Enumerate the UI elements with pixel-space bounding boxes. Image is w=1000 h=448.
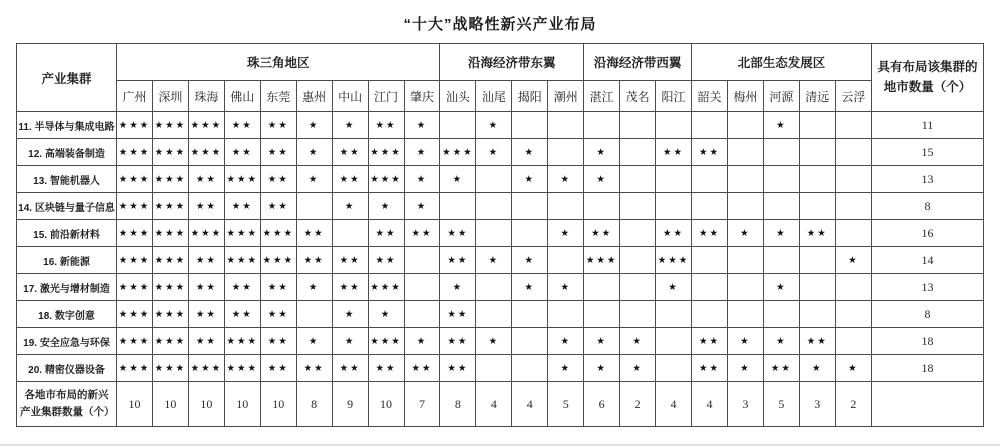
star-cell <box>763 193 799 220</box>
star-cell <box>512 355 548 382</box>
star-cell: ★★★ <box>584 247 620 274</box>
star-cell: ★★ <box>224 139 260 166</box>
footer-count: 10 <box>224 382 260 427</box>
star-cell: ★★ <box>188 301 224 328</box>
star-cell: ★ <box>368 301 404 328</box>
star-cell: ★★ <box>440 220 476 247</box>
star-cell <box>476 274 512 301</box>
row-label: 12. 高端装备制造 <box>17 139 117 166</box>
star-cell <box>799 247 835 274</box>
star-cell: ★★★ <box>152 193 188 220</box>
star-cell: ★★ <box>332 274 368 301</box>
star-cell: ★★ <box>584 220 620 247</box>
star-cell: ★★ <box>260 328 296 355</box>
star-cell: ★★ <box>224 112 260 139</box>
star-cell <box>799 166 835 193</box>
star-cell: ★★ <box>260 193 296 220</box>
star-cell: ★★ <box>692 328 728 355</box>
star-cell: ★ <box>548 328 584 355</box>
star-cell <box>835 220 871 247</box>
star-cell: ★★ <box>368 247 404 274</box>
star-cell: ★★ <box>224 193 260 220</box>
corner-header: 产业集群 <box>17 44 117 112</box>
star-cell <box>512 112 548 139</box>
header-row-regions <box>17 44 984 81</box>
star-cell: ★ <box>332 193 368 220</box>
star-cell: ★ <box>835 247 871 274</box>
star-cell: ★★ <box>404 220 440 247</box>
star-cell: ★★ <box>440 355 476 382</box>
star-cell: ★★★ <box>117 139 153 166</box>
star-cell: ★★ <box>188 328 224 355</box>
star-cell: ★ <box>727 328 763 355</box>
star-cell: ★ <box>727 355 763 382</box>
table-row <box>17 247 984 274</box>
star-cell: ★★ <box>692 220 728 247</box>
row-label: 18. 数字创意 <box>17 301 117 328</box>
count-column-header: 具有布局该集群的地市数量（个） <box>872 44 984 112</box>
table-row <box>17 274 984 301</box>
star-cell <box>656 328 692 355</box>
star-cell: ★★ <box>332 247 368 274</box>
star-cell: ★★ <box>260 139 296 166</box>
star-cell <box>799 301 835 328</box>
footer-count: 8 <box>296 382 332 427</box>
star-cell: ★★ <box>188 274 224 301</box>
footer-row <box>17 382 984 427</box>
star-cell: ★ <box>512 166 548 193</box>
star-cell <box>404 247 440 274</box>
star-cell <box>584 112 620 139</box>
footer-count: 9 <box>332 382 368 427</box>
city-header: 肇庆 <box>404 81 440 112</box>
star-cell: ★★★ <box>368 274 404 301</box>
star-cell <box>512 328 548 355</box>
star-cell: ★★★ <box>224 220 260 247</box>
row-count: 14 <box>872 247 984 274</box>
footer-label: 各地市布局的新兴产业集群数量（个） <box>17 382 117 427</box>
star-cell: ★★ <box>260 355 296 382</box>
star-cell <box>512 301 548 328</box>
row-count: 13 <box>872 166 984 193</box>
star-cell: ★ <box>476 328 512 355</box>
star-cell: ★ <box>548 355 584 382</box>
star-cell <box>584 301 620 328</box>
star-cell <box>727 274 763 301</box>
star-cell: ★★ <box>656 220 692 247</box>
star-cell: ★ <box>763 328 799 355</box>
table-row <box>17 139 984 166</box>
page-title: “十大”战略性新兴产业布局 <box>403 16 597 33</box>
star-cell: ★★★ <box>368 328 404 355</box>
star-cell <box>763 139 799 166</box>
star-cell <box>584 193 620 220</box>
star-cell: ★ <box>296 112 332 139</box>
star-cell: ★ <box>476 139 512 166</box>
footer-count: 10 <box>260 382 296 427</box>
star-cell: ★ <box>404 112 440 139</box>
star-cell: ★ <box>296 274 332 301</box>
star-cell <box>404 274 440 301</box>
star-cell: ★ <box>548 274 584 301</box>
footer-count: 6 <box>584 382 620 427</box>
star-cell: ★★ <box>404 355 440 382</box>
star-cell: ★★★ <box>117 328 153 355</box>
city-header: 汕头 <box>440 81 476 112</box>
star-cell: ★★ <box>224 301 260 328</box>
star-cell: ★★ <box>296 355 332 382</box>
star-cell: ★★ <box>440 247 476 274</box>
star-cell <box>620 193 656 220</box>
star-cell <box>727 139 763 166</box>
star-cell: ★★ <box>188 166 224 193</box>
star-cell: ★★ <box>368 220 404 247</box>
star-cell <box>692 166 728 193</box>
star-cell: ★ <box>763 220 799 247</box>
star-cell <box>620 301 656 328</box>
star-cell <box>692 193 728 220</box>
star-cell <box>476 193 512 220</box>
star-cell: ★★★ <box>117 193 153 220</box>
star-cell <box>584 274 620 301</box>
star-cell: ★★ <box>692 139 728 166</box>
star-cell: ★ <box>404 139 440 166</box>
star-cell: ★ <box>512 274 548 301</box>
footer-count: 4 <box>476 382 512 427</box>
footer-empty-cell <box>872 382 984 427</box>
city-header: 佛山 <box>224 81 260 112</box>
table-row <box>17 355 984 382</box>
star-cell: ★★★ <box>260 220 296 247</box>
star-cell: ★ <box>799 355 835 382</box>
star-cell: ★ <box>512 247 548 274</box>
star-cell <box>620 166 656 193</box>
header-row-cities <box>17 81 984 112</box>
star-cell: ★★★ <box>260 247 296 274</box>
star-cell: ★ <box>584 139 620 166</box>
star-cell <box>835 139 871 166</box>
star-cell: ★ <box>332 301 368 328</box>
table-row <box>17 220 984 247</box>
star-cell: ★★★ <box>117 112 153 139</box>
star-cell: ★★ <box>368 355 404 382</box>
star-cell: ★★ <box>656 139 692 166</box>
city-header: 茂名 <box>620 81 656 112</box>
footer-count: 2 <box>620 382 656 427</box>
row-count: 16 <box>872 220 984 247</box>
star-cell <box>835 112 871 139</box>
footer-count: 4 <box>656 382 692 427</box>
row-count: 18 <box>872 328 984 355</box>
city-header: 潮州 <box>548 81 584 112</box>
row-count: 8 <box>872 193 984 220</box>
row-count: 15 <box>872 139 984 166</box>
city-header: 揭阳 <box>512 81 548 112</box>
row-label: 14. 区块链与量子信息 <box>17 193 117 220</box>
star-cell <box>835 328 871 355</box>
star-cell <box>692 301 728 328</box>
star-cell: ★ <box>584 328 620 355</box>
star-cell <box>548 247 584 274</box>
star-cell: ★★ <box>332 355 368 382</box>
star-cell: ★★★ <box>117 274 153 301</box>
star-cell: ★ <box>296 166 332 193</box>
city-header: 珠海 <box>188 81 224 112</box>
star-cell: ★ <box>440 274 476 301</box>
star-cell <box>620 220 656 247</box>
footer-count: 4 <box>512 382 548 427</box>
star-cell: ★★★ <box>188 220 224 247</box>
star-cell: ★★ <box>440 301 476 328</box>
row-label: 15. 前沿新材料 <box>17 220 117 247</box>
star-cell: ★ <box>548 220 584 247</box>
star-cell <box>548 301 584 328</box>
star-cell <box>835 166 871 193</box>
footer-count: 10 <box>188 382 224 427</box>
city-header: 河源 <box>763 81 799 112</box>
star-cell: ★★★ <box>224 328 260 355</box>
city-header: 阳江 <box>656 81 692 112</box>
star-cell: ★★★ <box>117 355 153 382</box>
star-cell: ★ <box>620 328 656 355</box>
star-cell <box>799 193 835 220</box>
star-cell: ★★ <box>224 274 260 301</box>
star-cell: ★ <box>548 166 584 193</box>
city-header: 汕尾 <box>476 81 512 112</box>
star-cell: ★ <box>727 220 763 247</box>
star-cell: ★★★ <box>152 301 188 328</box>
star-cell <box>512 193 548 220</box>
star-cell <box>835 193 871 220</box>
footer-count: 2 <box>835 382 871 427</box>
star-cell: ★★ <box>260 301 296 328</box>
city-header: 江门 <box>368 81 404 112</box>
star-cell: ★★★ <box>224 247 260 274</box>
star-cell <box>620 247 656 274</box>
star-cell: ★★★ <box>440 139 476 166</box>
star-cell <box>799 112 835 139</box>
star-cell: ★★★ <box>152 328 188 355</box>
star-cell: ★ <box>404 193 440 220</box>
star-cell <box>656 301 692 328</box>
star-cell: ★★ <box>188 193 224 220</box>
row-label: 19. 安全应急与环保 <box>17 328 117 355</box>
page-bottom-divider <box>0 444 1000 446</box>
star-cell <box>620 139 656 166</box>
star-cell: ★★★ <box>152 355 188 382</box>
star-cell: ★★★ <box>152 112 188 139</box>
city-header: 深圳 <box>152 81 188 112</box>
star-cell <box>692 247 728 274</box>
star-cell <box>548 112 584 139</box>
footer-count: 10 <box>368 382 404 427</box>
star-cell <box>692 112 728 139</box>
star-cell: ★★ <box>188 247 224 274</box>
star-cell: ★★★ <box>368 166 404 193</box>
footer-count: 7 <box>404 382 440 427</box>
star-cell: ★ <box>835 355 871 382</box>
city-header: 湛江 <box>584 81 620 112</box>
star-cell <box>763 301 799 328</box>
star-cell: ★ <box>476 112 512 139</box>
star-cell: ★★ <box>332 139 368 166</box>
table-row <box>17 301 984 328</box>
star-cell: ★ <box>476 247 512 274</box>
city-header: 韶关 <box>692 81 728 112</box>
star-cell <box>656 193 692 220</box>
star-cell <box>620 112 656 139</box>
footer-count: 3 <box>799 382 835 427</box>
star-cell: ★ <box>440 166 476 193</box>
star-cell: ★★ <box>799 328 835 355</box>
footer-count: 5 <box>763 382 799 427</box>
city-header: 中山 <box>332 81 368 112</box>
star-cell: ★★ <box>296 220 332 247</box>
star-cell: ★★★ <box>224 355 260 382</box>
star-cell: ★ <box>620 355 656 382</box>
star-cell <box>296 301 332 328</box>
row-label: 16. 新能源 <box>17 247 117 274</box>
star-cell: ★ <box>512 139 548 166</box>
city-header: 云浮 <box>835 81 871 112</box>
star-cell <box>656 166 692 193</box>
star-cell <box>727 301 763 328</box>
star-cell <box>799 274 835 301</box>
star-cell <box>548 139 584 166</box>
star-cell: ★★★ <box>152 247 188 274</box>
star-cell <box>727 112 763 139</box>
star-cell: ★ <box>763 112 799 139</box>
star-cell: ★★ <box>368 112 404 139</box>
star-cell: ★★ <box>260 166 296 193</box>
star-cell: ★★ <box>799 220 835 247</box>
star-cell: ★★★ <box>117 247 153 274</box>
star-cell <box>332 220 368 247</box>
star-cell: ★ <box>656 274 692 301</box>
star-cell <box>440 112 476 139</box>
star-cell: ★★ <box>260 112 296 139</box>
star-cell: ★★★ <box>224 166 260 193</box>
row-count: 13 <box>872 274 984 301</box>
star-cell <box>512 220 548 247</box>
star-cell: ★★★ <box>656 247 692 274</box>
star-cell <box>727 247 763 274</box>
star-cell: ★ <box>332 328 368 355</box>
star-cell: ★★ <box>763 355 799 382</box>
star-cell <box>620 274 656 301</box>
city-header: 广州 <box>117 81 153 112</box>
region-header-1: 沿海经济带东翼 <box>440 44 584 81</box>
star-cell: ★ <box>296 139 332 166</box>
row-label: 17. 激光与增材制造 <box>17 274 117 301</box>
industry-layout-table <box>16 43 984 427</box>
star-cell: ★★★ <box>117 220 153 247</box>
row-label: 13. 智能机器人 <box>17 166 117 193</box>
star-cell: ★ <box>404 328 440 355</box>
footer-count: 4 <box>692 382 728 427</box>
star-cell: ★★ <box>260 274 296 301</box>
star-cell: ★ <box>404 166 440 193</box>
region-header-0: 珠三角地区 <box>117 44 440 81</box>
star-cell <box>296 193 332 220</box>
region-header-3: 北部生态发展区 <box>692 44 872 81</box>
star-cell: ★★★ <box>188 112 224 139</box>
star-cell <box>440 193 476 220</box>
star-cell: ★★★ <box>368 139 404 166</box>
star-cell <box>727 166 763 193</box>
city-header: 清远 <box>799 81 835 112</box>
star-cell: ★★★ <box>152 220 188 247</box>
star-cell: ★ <box>368 193 404 220</box>
star-cell <box>763 247 799 274</box>
star-cell <box>404 301 440 328</box>
row-count: 11 <box>872 112 984 139</box>
star-cell: ★★★ <box>152 274 188 301</box>
star-cell <box>692 274 728 301</box>
footer-count: 10 <box>117 382 153 427</box>
row-label: 20. 精密仪器设备 <box>17 355 117 382</box>
star-cell <box>476 166 512 193</box>
star-cell <box>727 193 763 220</box>
star-cell: ★★★ <box>117 166 153 193</box>
row-label: 11. 半导体与集成电路 <box>17 112 117 139</box>
star-cell <box>656 355 692 382</box>
star-cell <box>476 220 512 247</box>
footer-count: 10 <box>152 382 188 427</box>
star-cell: ★★ <box>332 166 368 193</box>
footer-count: 3 <box>727 382 763 427</box>
star-cell: ★ <box>332 112 368 139</box>
star-cell <box>835 301 871 328</box>
star-cell <box>476 355 512 382</box>
star-cell: ★★★ <box>117 301 153 328</box>
star-cell: ★ <box>584 355 620 382</box>
footer-count: 8 <box>440 382 476 427</box>
star-cell: ★ <box>763 274 799 301</box>
row-count: 8 <box>872 301 984 328</box>
star-cell: ★ <box>296 328 332 355</box>
star-cell: ★★ <box>692 355 728 382</box>
star-cell <box>476 301 512 328</box>
table-row <box>17 193 984 220</box>
star-cell: ★★ <box>296 247 332 274</box>
star-cell: ★★★ <box>188 139 224 166</box>
city-header: 梅州 <box>727 81 763 112</box>
star-cell: ★★★ <box>152 139 188 166</box>
star-cell <box>799 139 835 166</box>
star-cell: ★★★ <box>188 355 224 382</box>
star-cell <box>763 166 799 193</box>
city-header: 东莞 <box>260 81 296 112</box>
star-cell: ★★★ <box>152 166 188 193</box>
row-count: 18 <box>872 355 984 382</box>
region-header-2: 沿海经济带西翼 <box>584 44 692 81</box>
table-row <box>17 166 984 193</box>
star-cell: ★★ <box>440 328 476 355</box>
star-cell: ★ <box>584 166 620 193</box>
city-header: 惠州 <box>296 81 332 112</box>
star-cell <box>835 274 871 301</box>
star-cell <box>656 112 692 139</box>
table-row <box>17 112 984 139</box>
footer-count: 5 <box>548 382 584 427</box>
star-cell <box>548 193 584 220</box>
table-row <box>17 328 984 355</box>
